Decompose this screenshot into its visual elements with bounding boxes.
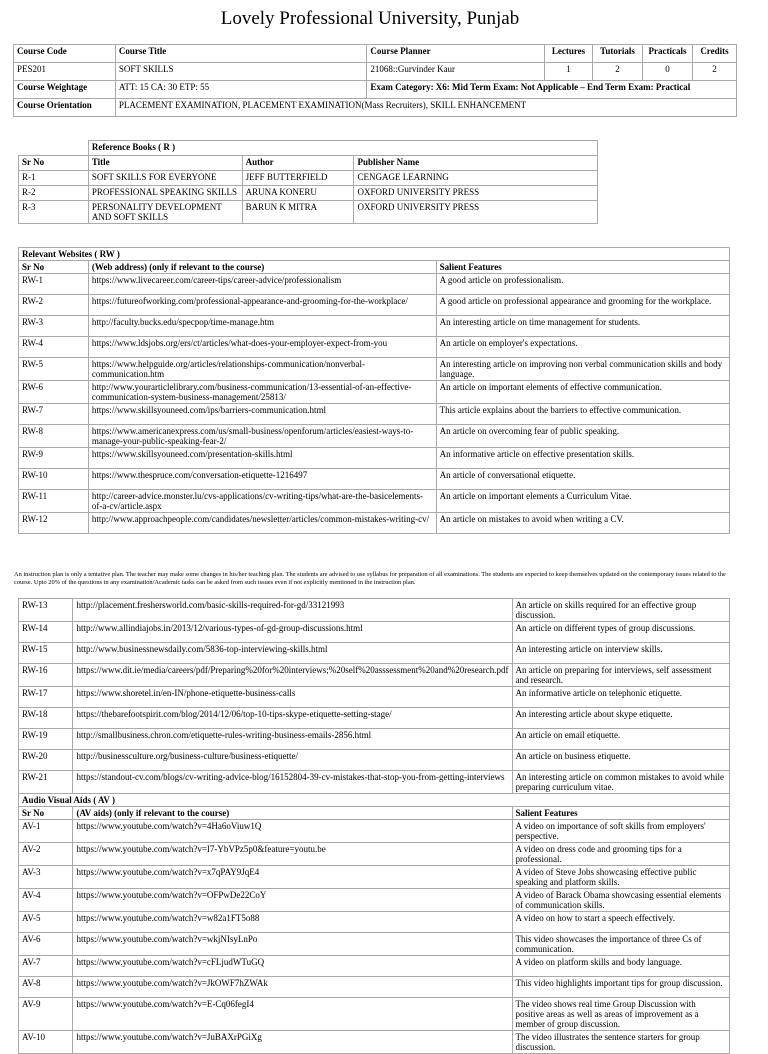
reference-books-heading: Reference Books ( R ) xyxy=(88,141,597,156)
table-row xyxy=(19,425,730,448)
row-address: https://www.youtube.com/watch?v=x7qPAY9JqE4 xyxy=(73,866,512,889)
orientation-label: Course Orientation xyxy=(14,99,116,117)
ref-publisher: CENGAGE LEARNING xyxy=(354,171,598,186)
table-row xyxy=(19,889,730,912)
row-features: A video of Barack Obama showcasing essential elements of communication skills. xyxy=(512,889,730,912)
table-row xyxy=(19,708,730,729)
table-row xyxy=(19,381,730,404)
rw-address-header: (Web address) (only if relevant to the course) xyxy=(88,261,436,274)
table-row xyxy=(19,912,730,933)
row-features: An article of conversational etiquette. xyxy=(436,469,729,490)
av-address-header: (AV aids) (only if relevant to the course) xyxy=(73,807,512,820)
row-address: http://smallbusiness.chron.com/etiquette-rules-writing-business-emails-2856.html xyxy=(73,729,512,750)
row-address: https://www.dit.ie/media/careers/pdf/Preparing%20for%20interviews;%20self%20asssessment%20and%20research.pdf xyxy=(73,664,512,687)
ref-title: PROFESSIONAL SPEAKING SKILLS xyxy=(88,186,242,201)
ref-srno: R-2 xyxy=(19,186,89,201)
row-address: http://www.yourarticlelibrary.com/business-communication/13-essential-of-an-effective-communication-system-business-management/25813/ xyxy=(88,381,436,404)
credits-value: 2 xyxy=(692,63,736,81)
row-features: A good article on professional appearance and grooming for the workplace. xyxy=(436,295,729,316)
row-features: An interesting article on interview skills. xyxy=(512,643,730,664)
tutorials-header: Tutorials xyxy=(593,45,643,63)
row-srno: RW-15 xyxy=(19,643,73,664)
table-row xyxy=(19,316,730,337)
course-title: SOFT SKILLS xyxy=(115,63,366,81)
page-title: Lovely Professional University, Punjab xyxy=(220,8,520,29)
ref-publisher: OXFORD UNIVERSITY PRESS xyxy=(354,186,598,201)
av-rows xyxy=(19,820,730,1054)
row-address: http://www.approachpeople.com/candidates/newsletter/articles/common-mistakes-writing-cv/ xyxy=(88,513,436,534)
row-features: An informative article on telephonic etiquette. xyxy=(512,687,730,708)
exam-category: Exam Category: X6: Mid Term Exam: Not Applicable – End Term Exam: Practical xyxy=(367,81,737,99)
row-features: An article on email etiquette. xyxy=(512,729,730,750)
row-srno: RW-10 xyxy=(19,469,89,490)
row-features: An article on preparing for interviews, self assessment and research. xyxy=(512,664,730,687)
table-row xyxy=(19,337,730,358)
row-features: An article on important elements a Curriculum Vitae. xyxy=(436,490,729,513)
row-address: https://www.youtube.com/watch?v=wkjNIsyLnPo xyxy=(73,933,512,956)
row-srno: RW-13 xyxy=(19,599,73,622)
row-address: https://www.youtube.com/watch?v=JkOWF7hZWAk xyxy=(73,977,512,998)
table-row xyxy=(19,998,730,1031)
row-srno: RW-21 xyxy=(19,771,73,794)
table-row xyxy=(19,171,598,186)
table-row xyxy=(19,295,730,316)
row-address: http://career-advice.monster.lu/cvs-applications/cv-writing-tips/what-are-the-basicelements-of-a-cv/article.aspx xyxy=(88,490,436,513)
credits-header: Credits xyxy=(692,45,736,63)
audio-visual-heading: Audio Visual Aids ( AV ) xyxy=(19,794,730,807)
row-features: An interesting article on time management for students. xyxy=(436,316,729,337)
row-srno: RW-17 xyxy=(19,687,73,708)
lectures-header: Lectures xyxy=(545,45,593,63)
row-srno: RW-19 xyxy=(19,729,73,750)
table-row xyxy=(19,820,730,843)
instruction-note: An instruction plan is only a tentative plan. The teacher may make some changes in his/her teaching plan. The students are advised to use syllabus for preparation of all examinations. The students are expected to keep themselves updated on the contemporary issues related to the course. Upto 20% of the questions in any examination/Academic tasks can be asked from such issues even if not explicitly mentioned in the instruction plan. xyxy=(14,571,726,586)
row-srno: RW-3 xyxy=(19,316,89,337)
row-srno: RW-8 xyxy=(19,425,89,448)
row-srno: RW-4 xyxy=(19,337,89,358)
row-features: The video illustrates the sentence starters for group discussion. xyxy=(512,1031,730,1054)
weightage-label: Course Weightage xyxy=(14,81,116,99)
row-srno: AV-1 xyxy=(19,820,73,843)
rw2-rows xyxy=(19,599,730,794)
rw-rows xyxy=(19,274,730,534)
row-srno: AV-9 xyxy=(19,998,73,1031)
table-row xyxy=(19,933,730,956)
row-features: This video highlights important tips for group discussion. xyxy=(512,977,730,998)
ref-publisher: OXFORD UNIVERSITY PRESS xyxy=(354,201,598,224)
row-address: https://www.americanexpress.com/us/small-business/openforum/articles/easiest-ways-to-manage-your-public-speaking-fear-2/ xyxy=(88,425,436,448)
row-srno: RW-18 xyxy=(19,708,73,729)
row-srno: RW-1 xyxy=(19,274,89,295)
relevant-websites-table-continued xyxy=(18,598,730,1054)
row-srno: RW-20 xyxy=(19,750,73,771)
row-srno: AV-5 xyxy=(19,912,73,933)
table-row xyxy=(19,771,730,794)
table-row xyxy=(19,977,730,998)
ref-srno: R-3 xyxy=(19,201,89,224)
course-title-header: Course Title xyxy=(115,45,366,63)
ref-author: JEFF BUTTERFIELD xyxy=(242,171,354,186)
row-features: An article on employer's expectations. xyxy=(436,337,729,358)
row-srno: RW-12 xyxy=(19,513,89,534)
relevant-websites-heading: Relevant Websites ( RW ) xyxy=(19,248,730,261)
row-srno: AV-7 xyxy=(19,956,73,977)
table-row xyxy=(19,664,730,687)
row-address: https://www.skillsyouneed.com/ips/barriers-communication.html xyxy=(88,404,436,425)
course-info-table xyxy=(13,44,737,117)
row-address: http://faculty.bucks.edu/specpop/time-manage.htm xyxy=(88,316,436,337)
weightage-value: ATT: 15 CA: 30 ETP: 55 xyxy=(115,81,366,99)
ref-author-header: Author xyxy=(242,156,354,171)
row-srno: AV-4 xyxy=(19,889,73,912)
table-row xyxy=(19,186,598,201)
row-features: A video on importance of soft skills from employers' perspective. xyxy=(512,820,730,843)
row-srno: AV-8 xyxy=(19,977,73,998)
table-row xyxy=(19,599,730,622)
row-address: https://www.youtube.com/watch?v=cFLjudWTuGQ xyxy=(73,956,512,977)
table-row xyxy=(19,687,730,708)
row-srno: AV-3 xyxy=(19,866,73,889)
table-row xyxy=(19,469,730,490)
row-features: A video on platform skills and body language. xyxy=(512,956,730,977)
table-row xyxy=(19,404,730,425)
row-srno: AV-10 xyxy=(19,1031,73,1054)
row-srno: RW-9 xyxy=(19,448,89,469)
row-srno: AV-2 xyxy=(19,843,73,866)
rw-features-header: Salient Features xyxy=(436,261,729,274)
table-row xyxy=(19,956,730,977)
row-srno: AV-6 xyxy=(19,933,73,956)
rw-srno-header: Sr No xyxy=(19,261,89,274)
row-srno: RW-14 xyxy=(19,622,73,643)
table-row xyxy=(19,358,730,381)
row-features: An interesting article on common mistakes to avoid while preparing curriculum vitae. xyxy=(512,771,730,794)
table-row xyxy=(19,274,730,295)
row-srno: RW-16 xyxy=(19,664,73,687)
row-features: An interesting article on improving non verbal communication skills and body language. xyxy=(436,358,729,381)
row-features: A good article on professionalism. xyxy=(436,274,729,295)
lectures-value: 1 xyxy=(545,63,593,81)
row-address: https://www.thespruce.com/conversation-etiquette-1216497 xyxy=(88,469,436,490)
table-row xyxy=(19,729,730,750)
row-address: https://www.youtube.com/watch?v=4Ha6oViuw1Q xyxy=(73,820,512,843)
row-features: An article on mistakes to avoid when writing a CV. xyxy=(436,513,729,534)
ref-author: BARUN K MITRA xyxy=(242,201,354,224)
row-address: https://www.youtube.com/watch?v=w82a1FT5o88 xyxy=(73,912,512,933)
table-row xyxy=(19,866,730,889)
table-row xyxy=(19,622,730,643)
row-features: An article on important elements of effective communication. xyxy=(436,381,729,404)
reference-books-table xyxy=(18,140,598,224)
table-row xyxy=(19,448,730,469)
row-srno: RW-5 xyxy=(19,358,89,381)
table-row xyxy=(19,513,730,534)
practicals-header: Practicals xyxy=(642,45,692,63)
row-address: https://www.helpguide.org/articles/relationships-communication/nonverbal-communication.htm xyxy=(88,358,436,381)
row-features: A video on how to start a speech effectively. xyxy=(512,912,730,933)
row-features: A video on dress code and grooming tips for a professional. xyxy=(512,843,730,866)
ref-title: SOFT SKILLS FOR EVERYONE xyxy=(88,171,242,186)
table-row xyxy=(19,1031,730,1054)
row-features: An article on different types of group discussions. xyxy=(512,622,730,643)
av-srno-header: Sr No xyxy=(19,807,73,820)
row-address: https://www.youtube.com/watch?v=OFPwDe22CoY xyxy=(73,889,512,912)
row-address: http://www.allindiajobs.in/2013/12/various-types-of-gd-group-discussions.html xyxy=(73,622,512,643)
course-code: PES201 xyxy=(14,63,116,81)
table-row xyxy=(19,201,598,224)
row-address: https://www.youtube.com/watch?v=I7-YbVPz5p0&feature=youtu.be xyxy=(73,843,512,866)
row-address: https://www.youtube.com/watch?v=E-Cq06fegI4 xyxy=(73,998,512,1031)
row-address: https://www.youtube.com/watch?v=JuBAXrPGiXg xyxy=(73,1031,512,1054)
table-row xyxy=(19,843,730,866)
row-address: https://www.shoretel.in/en-IN/phone-etiquette-business-calls xyxy=(73,687,512,708)
row-features: This article explains about the barriers to effective communication. xyxy=(436,404,729,425)
av-features-header: Salient Features xyxy=(512,807,730,820)
row-features: An article on overcoming fear of public speaking. xyxy=(436,425,729,448)
row-address: https://standout-cv.com/blogs/cv-writing-advice-blog/16152804-39-cv-mistakes-that-stop-you-from-getting-interviews xyxy=(73,771,512,794)
row-srno: RW-7 xyxy=(19,404,89,425)
row-features: The video shows real time Group Discussion with positive areas as well as areas of improvement as a member of group discussion. xyxy=(512,998,730,1031)
ref-srno-header: Sr No xyxy=(19,156,89,171)
row-address: http://www.businessnewsdaily.com/5836-top-interviewing-skills.html xyxy=(73,643,512,664)
course-code-header: Course Code xyxy=(14,45,116,63)
course-planner: 21068::Gurvinder Kaur xyxy=(367,63,545,81)
row-address: http://businessculture.org/business-culture/business-etiquette/ xyxy=(73,750,512,771)
practicals-value: 0 xyxy=(642,63,692,81)
table-row xyxy=(19,750,730,771)
tutorials-value: 2 xyxy=(593,63,643,81)
row-address: https://thebarefootspirit.com/blog/2014/12/06/top-10-tips-skype-etiquette-setting-stage/ xyxy=(73,708,512,729)
ref-title-header: Title xyxy=(88,156,242,171)
table-row xyxy=(19,643,730,664)
row-features: An interesting article about skype etiquette. xyxy=(512,708,730,729)
row-address: https://www.skillsyouneed.com/presentation-skills.html xyxy=(88,448,436,469)
row-features: An informative article on effective presentation skills. xyxy=(436,448,729,469)
relevant-websites-table xyxy=(18,247,730,534)
row-features: An article on business etiquette. xyxy=(512,750,730,771)
ref-srno: R-1 xyxy=(19,171,89,186)
course-planner-header: Course Planner xyxy=(367,45,545,63)
table-row xyxy=(19,490,730,513)
row-srno: RW-11 xyxy=(19,490,89,513)
orientation-value: PLACEMENT EXAMINATION, PLACEMENT EXAMINATION(Mass Recruiters), SKILL ENHANCEMENT xyxy=(115,99,736,117)
ref-title: PERSONALITY DEVELOPMENT AND SOFT SKILLS xyxy=(88,201,242,224)
row-features: An article on skills required for an effective group discussion. xyxy=(512,599,730,622)
row-srno: RW-6 xyxy=(19,381,89,404)
row-address: https://www.ldsjobs.org/ers/ct/articles/what-does-your-employer-expect-from-you xyxy=(88,337,436,358)
row-address: http://placement.freshersworld.com/basic-skills-required-for-gd/33121993 xyxy=(73,599,512,622)
row-address: https://futureofworking.com/professional-appearance-and-grooming-for-the-workplace/ xyxy=(88,295,436,316)
row-features: This video showcases the importance of three Cs of communication. xyxy=(512,933,730,956)
ref-author: ARUNA KONERU xyxy=(242,186,354,201)
row-address: https://www.livecareer.com/career-tips/career-advice/professionalism xyxy=(88,274,436,295)
ref-publisher-header: Publisher Name xyxy=(354,156,598,171)
row-features: A video of Steve Jobs showcasing effective public speaking and platform skills. xyxy=(512,866,730,889)
row-srno: RW-2 xyxy=(19,295,89,316)
